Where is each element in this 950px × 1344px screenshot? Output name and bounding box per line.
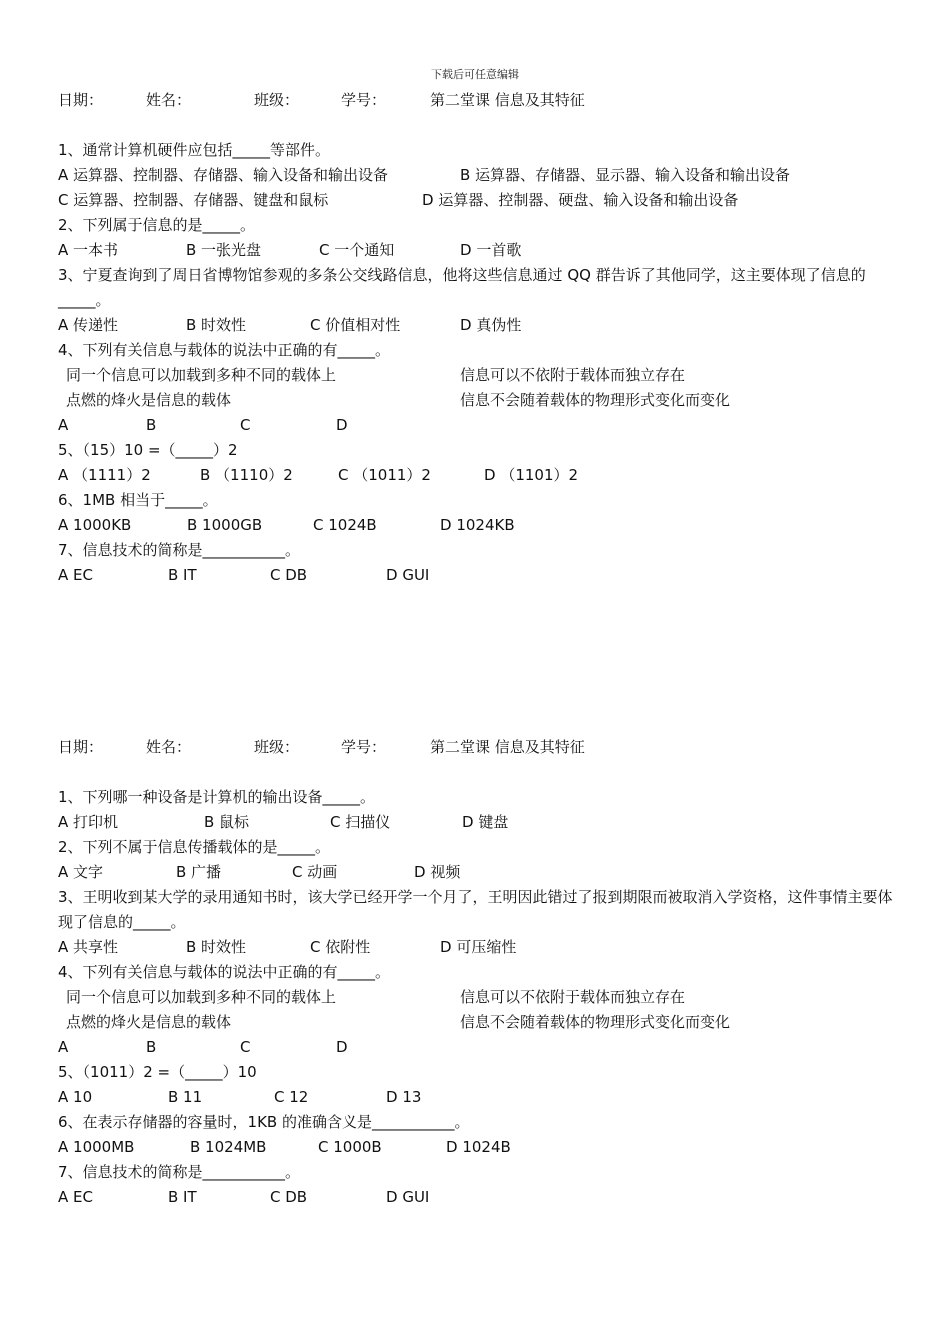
name-label: 姓名： <box>146 738 192 756</box>
option-c: C DB <box>270 566 308 584</box>
options-row <box>58 1035 898 1060</box>
class-label: 班级： <box>254 738 300 756</box>
option-a: A 10 <box>58 1088 93 1106</box>
name-label: 姓名： <box>146 91 192 109</box>
options-row <box>58 163 898 188</box>
option-b: B <box>146 1038 157 1056</box>
question-5: 5、（15）10 =（_____）2 <box>58 441 238 459</box>
option-d: D GUI <box>386 566 430 584</box>
option-d: D （1101）2 <box>484 466 579 484</box>
option-d: D 运算器、控制器、硬盘、输入设备和输出设备 <box>422 191 739 209</box>
question-3: 3、宁夏查询到了周日省博物馆参观的多条公交线路信息，他将这些信息通过 QQ 群告诉了其他同学，这主要体现了信息的_____。 <box>58 266 866 309</box>
student-id-label: 学号： <box>341 91 387 109</box>
option-a: A 共享性 <box>58 938 119 956</box>
statement-row <box>58 985 898 1010</box>
option-b: B 11 <box>168 1088 203 1106</box>
question-7: 7、信息技术的简称是___________。 <box>58 541 301 559</box>
option-c: C <box>240 1038 251 1056</box>
options-row <box>58 935 898 960</box>
worksheet-1 <box>58 88 898 588</box>
option-d: D 真伪性 <box>460 316 522 334</box>
option-a: A 打印机 <box>58 813 119 831</box>
option-b: B <box>146 416 157 434</box>
option-b: B 时效性 <box>186 316 247 334</box>
options-row <box>58 563 898 588</box>
question-1: 1、下列哪一种设备是计算机的输出设备_____。 <box>58 788 376 806</box>
statement-row <box>58 1010 898 1035</box>
lesson-title: 第二堂课 信息及其特征 <box>430 738 585 756</box>
student-id-label: 学号： <box>341 738 387 756</box>
option-d: D GUI <box>386 1188 430 1206</box>
option-c: C 一个通知 <box>319 241 395 259</box>
options-row <box>58 513 898 538</box>
question-2: 2、下列不属于信息传播载体的是_____。 <box>58 838 331 856</box>
statement-1: 同一个信息可以加载到多种不同的载体上 <box>66 988 337 1006</box>
option-a: A 1000MB <box>58 1138 135 1156</box>
date-label: 日期： <box>58 91 104 109</box>
question-1: 1、通常计算机硬件应包括_____等部件。 <box>58 141 331 159</box>
option-d: D <box>336 1038 348 1056</box>
date-label: 日期： <box>58 738 104 756</box>
option-d: D 视频 <box>414 863 461 881</box>
option-d: D 可压缩性 <box>440 938 517 956</box>
option-a: A 文字 <box>58 863 104 881</box>
option-c: C 价值相对性 <box>310 316 401 334</box>
question-7: 7、信息技术的简称是___________。 <box>58 1163 301 1181</box>
option-c: C 扫描仪 <box>330 813 391 831</box>
option-c: C DB <box>270 1188 308 1206</box>
question-2: 2、下列属于信息的是_____。 <box>58 216 256 234</box>
option-c: C 动画 <box>292 863 338 881</box>
options-row <box>58 860 898 885</box>
option-d: D 一首歌 <box>460 241 522 259</box>
option-b: B 时效性 <box>186 938 247 956</box>
options-row <box>58 1085 898 1110</box>
question-6: 6、1MB 相当于_____。 <box>58 491 218 509</box>
option-a: A （1111）2 <box>58 466 151 484</box>
options-row <box>58 238 898 263</box>
option-c: C 1024B <box>313 516 377 534</box>
statement-1: 同一个信息可以加载到多种不同的载体上 <box>66 366 337 384</box>
option-c: C 运算器、控制器、存储器、键盘和鼠标 <box>58 191 329 209</box>
question-4: 4、下列有关信息与载体的说法中正确的有_____。 <box>58 341 391 359</box>
option-c: C （1011）2 <box>338 466 431 484</box>
option-d: D <box>336 416 348 434</box>
statement-4: 信息不会随着载体的物理形式变化而变化 <box>460 391 731 409</box>
worksheet-header <box>58 735 898 760</box>
option-a: A <box>58 416 69 434</box>
question-3: 3、王明收到某大学的录用通知书时，该大学已经开学一个月了，王明因此错过了报到期限而被取消入学资格，这件事情主要体现了信息的_____。 <box>58 888 893 931</box>
statement-row <box>58 363 898 388</box>
options-row <box>58 313 898 338</box>
worksheet-2 <box>58 735 898 1210</box>
question-4: 4、下列有关信息与载体的说法中正确的有_____。 <box>58 963 391 981</box>
option-b: B 广播 <box>176 863 222 881</box>
statement-3: 点燃的烽火是信息的载体 <box>66 1013 232 1031</box>
option-c: C 1000B <box>318 1138 382 1156</box>
statement-4: 信息不会随着载体的物理形式变化而变化 <box>460 1013 731 1031</box>
options-row <box>58 1135 898 1160</box>
options-row <box>58 463 898 488</box>
question-5: 5、（1011）2 =（_____）10 <box>58 1063 257 1081</box>
statement-3: 点燃的烽火是信息的载体 <box>66 391 232 409</box>
option-b: B （1110）2 <box>200 466 293 484</box>
option-c: C 依附性 <box>310 938 371 956</box>
option-d: D 1024KB <box>440 516 515 534</box>
option-b: B 运算器、存储器、显示器、输入设备和输出设备 <box>460 166 791 184</box>
options-row <box>58 810 898 835</box>
option-d: D 键盘 <box>462 813 509 831</box>
option-a: A 运算器、控制器、存储器、输入设备和输出设备 <box>58 166 389 184</box>
option-a: A EC <box>58 566 93 584</box>
option-b: B 鼠标 <box>204 813 250 831</box>
option-a: A 1000KB <box>58 516 132 534</box>
option-d: D 1024B <box>446 1138 511 1156</box>
options-row <box>58 188 898 213</box>
statement-2: 信息可以不依附于载体而独立存在 <box>460 988 686 1006</box>
option-b: B 一张光盘 <box>186 241 262 259</box>
class-label: 班级： <box>254 91 300 109</box>
statement-row <box>58 388 898 413</box>
question-6: 6、在表示存储器的容量时，1KB 的准确含义是___________。 <box>58 1113 470 1131</box>
lesson-title: 第二堂课 信息及其特征 <box>430 91 585 109</box>
option-a: A <box>58 1038 69 1056</box>
option-c: C 12 <box>274 1088 309 1106</box>
option-b: B IT <box>168 566 197 584</box>
option-c: C <box>240 416 251 434</box>
option-b: B 1024MB <box>190 1138 267 1156</box>
option-b: B 1000GB <box>187 516 263 534</box>
option-a: A 一本书 <box>58 241 119 259</box>
top-note: 下载后可任意编辑 <box>431 68 519 81</box>
option-b: B IT <box>168 1188 197 1206</box>
options-row <box>58 413 898 438</box>
option-a: A 传递性 <box>58 316 119 334</box>
option-d: D 13 <box>386 1088 422 1106</box>
option-a: A EC <box>58 1188 93 1206</box>
statement-2: 信息可以不依附于载体而独立存在 <box>460 366 686 384</box>
worksheet-header <box>58 88 898 113</box>
options-row <box>58 1185 898 1210</box>
